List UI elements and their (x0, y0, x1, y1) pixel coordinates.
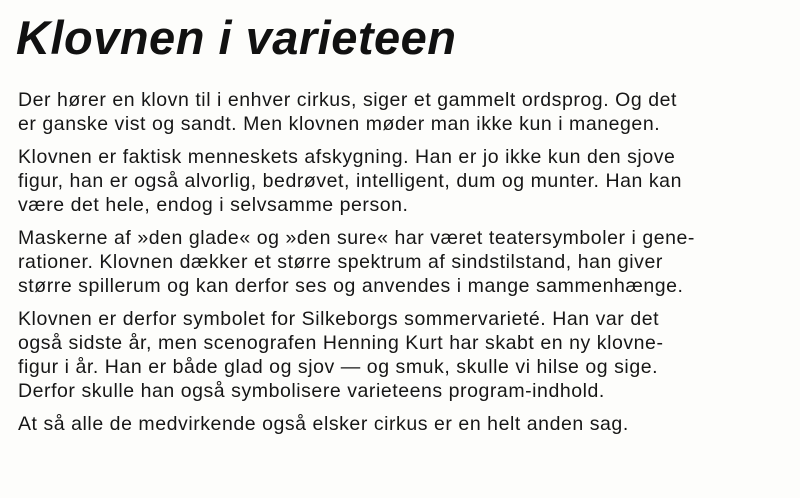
text-line: større spillerum og kan derfor ses og anvendes i mange sammenhænge. (18, 275, 684, 297)
article-title: Klovnen i varieteen (16, 11, 457, 64)
paragraph-4 (18, 307, 798, 403)
text-line: Klovnen er derfor symbolet for Silkeborgs sommervarieté. Han var det (18, 308, 660, 330)
text-line: Der hører en klovn til i enhver cirkus, siger et gammelt ordsprog. Og det (18, 89, 677, 111)
article-body (18, 88, 798, 445)
text-line: også sidste år, men scenografen Henning Kurt har skabt en ny klovne- (18, 332, 664, 354)
paragraph-2 (18, 145, 798, 217)
text-line: være det hele, endog i selvsamme person. (18, 194, 409, 216)
text-line: figur i år. Han er både glad og sjov — og smuk, skulle vi hilse og sige. (18, 356, 659, 378)
text-line: figur, han er også alvorlig, bedrøvet, intelligent, dum og munter. Han kan (18, 170, 682, 192)
text-line: Maskerne af »den glade« og »den sure« har været teatersymboler i gene- (18, 227, 695, 249)
text-line: rationer. Klovnen dækker et større spektrum af sindstilstand, han giver (18, 251, 663, 273)
paragraph-3 (18, 226, 798, 298)
text-line: Derfor skulle han også symbolisere varieteens program-indhold. (18, 380, 605, 402)
text-line: er ganske vist og sandt. Men klovnen møder man ikke kun i manegen. (18, 113, 661, 135)
paragraph-5 (18, 412, 798, 436)
text-line: At så alle de medvirkende også elsker cirkus er en helt anden sag. (18, 413, 629, 435)
text-line: Klovnen er faktisk menneskets afskygning. Han er jo ikke kun den sjove (18, 146, 676, 168)
paragraph-1 (18, 88, 798, 136)
